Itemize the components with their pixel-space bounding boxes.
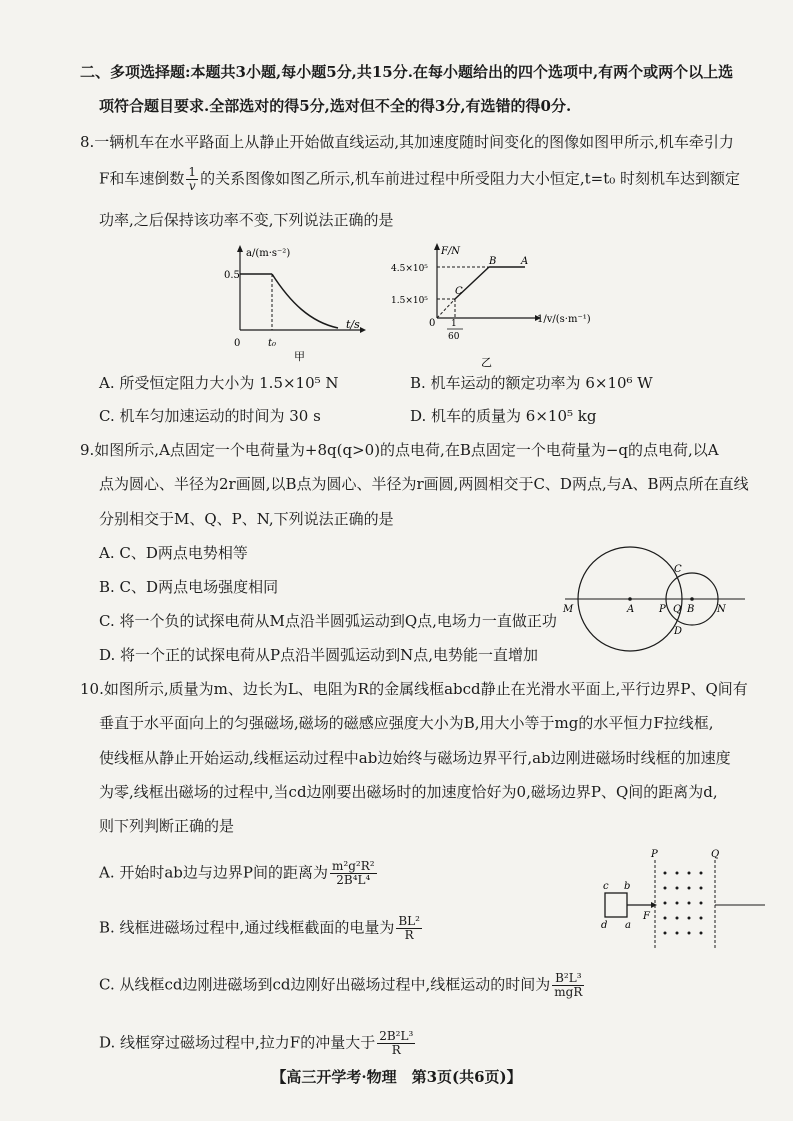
q9-line3: 分别相交于M、Q、P、N,下列说法正确的是 — [99, 510, 394, 528]
yi-x-label: 1/v/(s·m⁻¹) — [537, 314, 591, 325]
q9-label-b: B — [687, 604, 695, 615]
q10-option-b: B. 线框进磁场过程中,通过线框截面的电量为 $\frac{\text{BL²}}{R}$ — [99, 914, 420, 942]
q8-figure-yi — [385, 242, 600, 372]
jia-caption: 甲 — [294, 350, 305, 363]
q8-figure-jia — [210, 242, 370, 362]
q9-figure-circles — [565, 530, 755, 655]
yi-point-b: B — [489, 256, 497, 267]
section-header-line2: 项符合题目要求.全部选对的得5分,选对但不全的得3分,有选错的得0分. — [99, 97, 572, 115]
q10-label-d: d — [601, 920, 608, 931]
q8-option-b: B. 机车运动的额定功率为 6×10⁶ W — [410, 374, 653, 392]
q10-label-c: c — [603, 881, 609, 892]
yi-y-tick-top: 4.5×10⁵ — [391, 264, 428, 274]
section-header-line1: 二、多项选择题:本题共3小题,每小题5分,共15分.在每小题给出的四个选项中,有两个或两个以上选 — [80, 63, 734, 81]
yi-y-tick-mid: 1.5×10⁵ — [391, 296, 428, 306]
yi-point-a: A — [521, 256, 529, 267]
q10-option-d: D. 线框穿过磁场过程中,拉力F的冲量大于 $\frac{\text{2B²L³}}{R}$ — [99, 1029, 414, 1057]
q9-line1: 9.如图所示,A点固定一个电荷量为+8q(q>0)的点电荷,在B点固定一个电荷量为−q的点电荷,以A — [80, 441, 719, 459]
q9-line2: 点为圆心、半径为2r画圆,以B点为圆心、半径为r画圆,两圆相交于C、D两点,与A、B两点所在直线 — [99, 475, 749, 493]
yi-point-c: C — [455, 286, 463, 297]
yi-x-tick-den: 60 — [448, 332, 460, 342]
q10-option-c: C. 从线框cd边刚进磁场到cd边刚好出磁场过程中,线框运动的时间为 $\frac{\text{B²L³}}{\text{mgR}}$ — [99, 971, 583, 999]
q10-label-f: F — [643, 911, 650, 922]
q8-option-c: C. 机车匀加速运动的时间为 30 s — [99, 407, 321, 425]
q9-option-c: C. 将一个负的试探电荷从M点沿半圆弧运动到Q点,电场力一直做正功 — [99, 612, 557, 630]
q10-line4: 为零,线框出磁场的过程中,当cd边刚要出磁场时的加速度恰好为0,磁场边界P、Q间的距离为d, — [99, 783, 718, 801]
jia-origin: 0 — [234, 338, 241, 349]
q9-label-p: P — [659, 604, 666, 615]
jia-y-tick: 0.5 — [224, 270, 240, 281]
q9-label-c: C — [674, 564, 682, 575]
yi-x-tick-num: 1 — [451, 319, 457, 329]
q9-label-q: Q — [673, 604, 682, 615]
q10-label-a: a — [625, 920, 631, 931]
jia-y-label: a/(m·s⁻²) — [246, 248, 291, 259]
yi-origin: 0 — [429, 318, 436, 329]
yi-caption: 乙 — [481, 356, 492, 369]
q10-line1: 10.如图所示,质量为m、边长为L、电阻为R的金属线框abcd静止在光滑水平面上,平行边界P、Q间有 — [80, 680, 748, 698]
q9-option-b: B. C、D两点电场强度相同 — [99, 578, 279, 596]
q9-option-d: D. 将一个正的试探电荷从P点沿半圆弧运动到N点,电势能一直增加 — [99, 646, 539, 664]
q10-figure-frame — [595, 848, 775, 953]
q8-line3: 功率,之后保持该功率不变,下列说法正确的是 — [99, 211, 394, 229]
q10-line2: 垂直于水平面向上的匀强磁场,磁场的磁感应强度大小为B,用大小等于mg的水平恒力F拉线框, — [99, 714, 714, 732]
q9-label-a: A — [627, 604, 635, 615]
q8-line2: F和车速倒数 $\frac{1}{v}$ 的关系图像如图乙所示,机车前进过程中所受阻力大小恒定,t=t₀ 时刻机车达到额定 — [99, 165, 741, 193]
jia-x-tick: t₀ — [268, 338, 277, 349]
q8-line1: 8.一辆机车在水平路面上从静止开始做直线运动,其加速度随时间变化的图像如图甲所示,机车牵引力 — [80, 133, 734, 151]
q9-label-d: D — [674, 626, 683, 637]
q9-option-a: A. C、D两点电势相等 — [99, 544, 248, 562]
q8-inverse-v-fraction: $\frac{1}{v}$ — [188, 165, 197, 193]
page-footer: 【高三开学考·物理 第3页(共6页)】 — [271, 1068, 522, 1086]
q9-label-m: M — [563, 604, 574, 615]
q10-line3: 使线框从静止开始运动,线框运动过程中ab边始终与磁场边界平行,ab边刚进磁场时线框的加速度 — [99, 749, 731, 767]
q8-option-a: A. 所受恒定阻力大小为 1.5×10⁵ N — [99, 374, 339, 392]
q8-option-d: D. 机车的质量为 6×10⁵ kg — [410, 407, 597, 425]
jia-x-label: t/s — [346, 318, 360, 331]
q10-label-b: b — [624, 881, 631, 892]
q10-label-q: Q — [711, 849, 720, 860]
q10-line5: 则下列判断正确的是 — [99, 817, 235, 835]
q10-label-p: P — [651, 849, 658, 860]
q9-label-n: N — [717, 604, 726, 615]
yi-y-label: F/N — [441, 246, 461, 257]
q10-option-a: A. 开始时ab边与边界P间的距离为 $\frac{\text{m²g²R²}}{\text{2B⁴L⁴}}$ — [99, 859, 375, 887]
